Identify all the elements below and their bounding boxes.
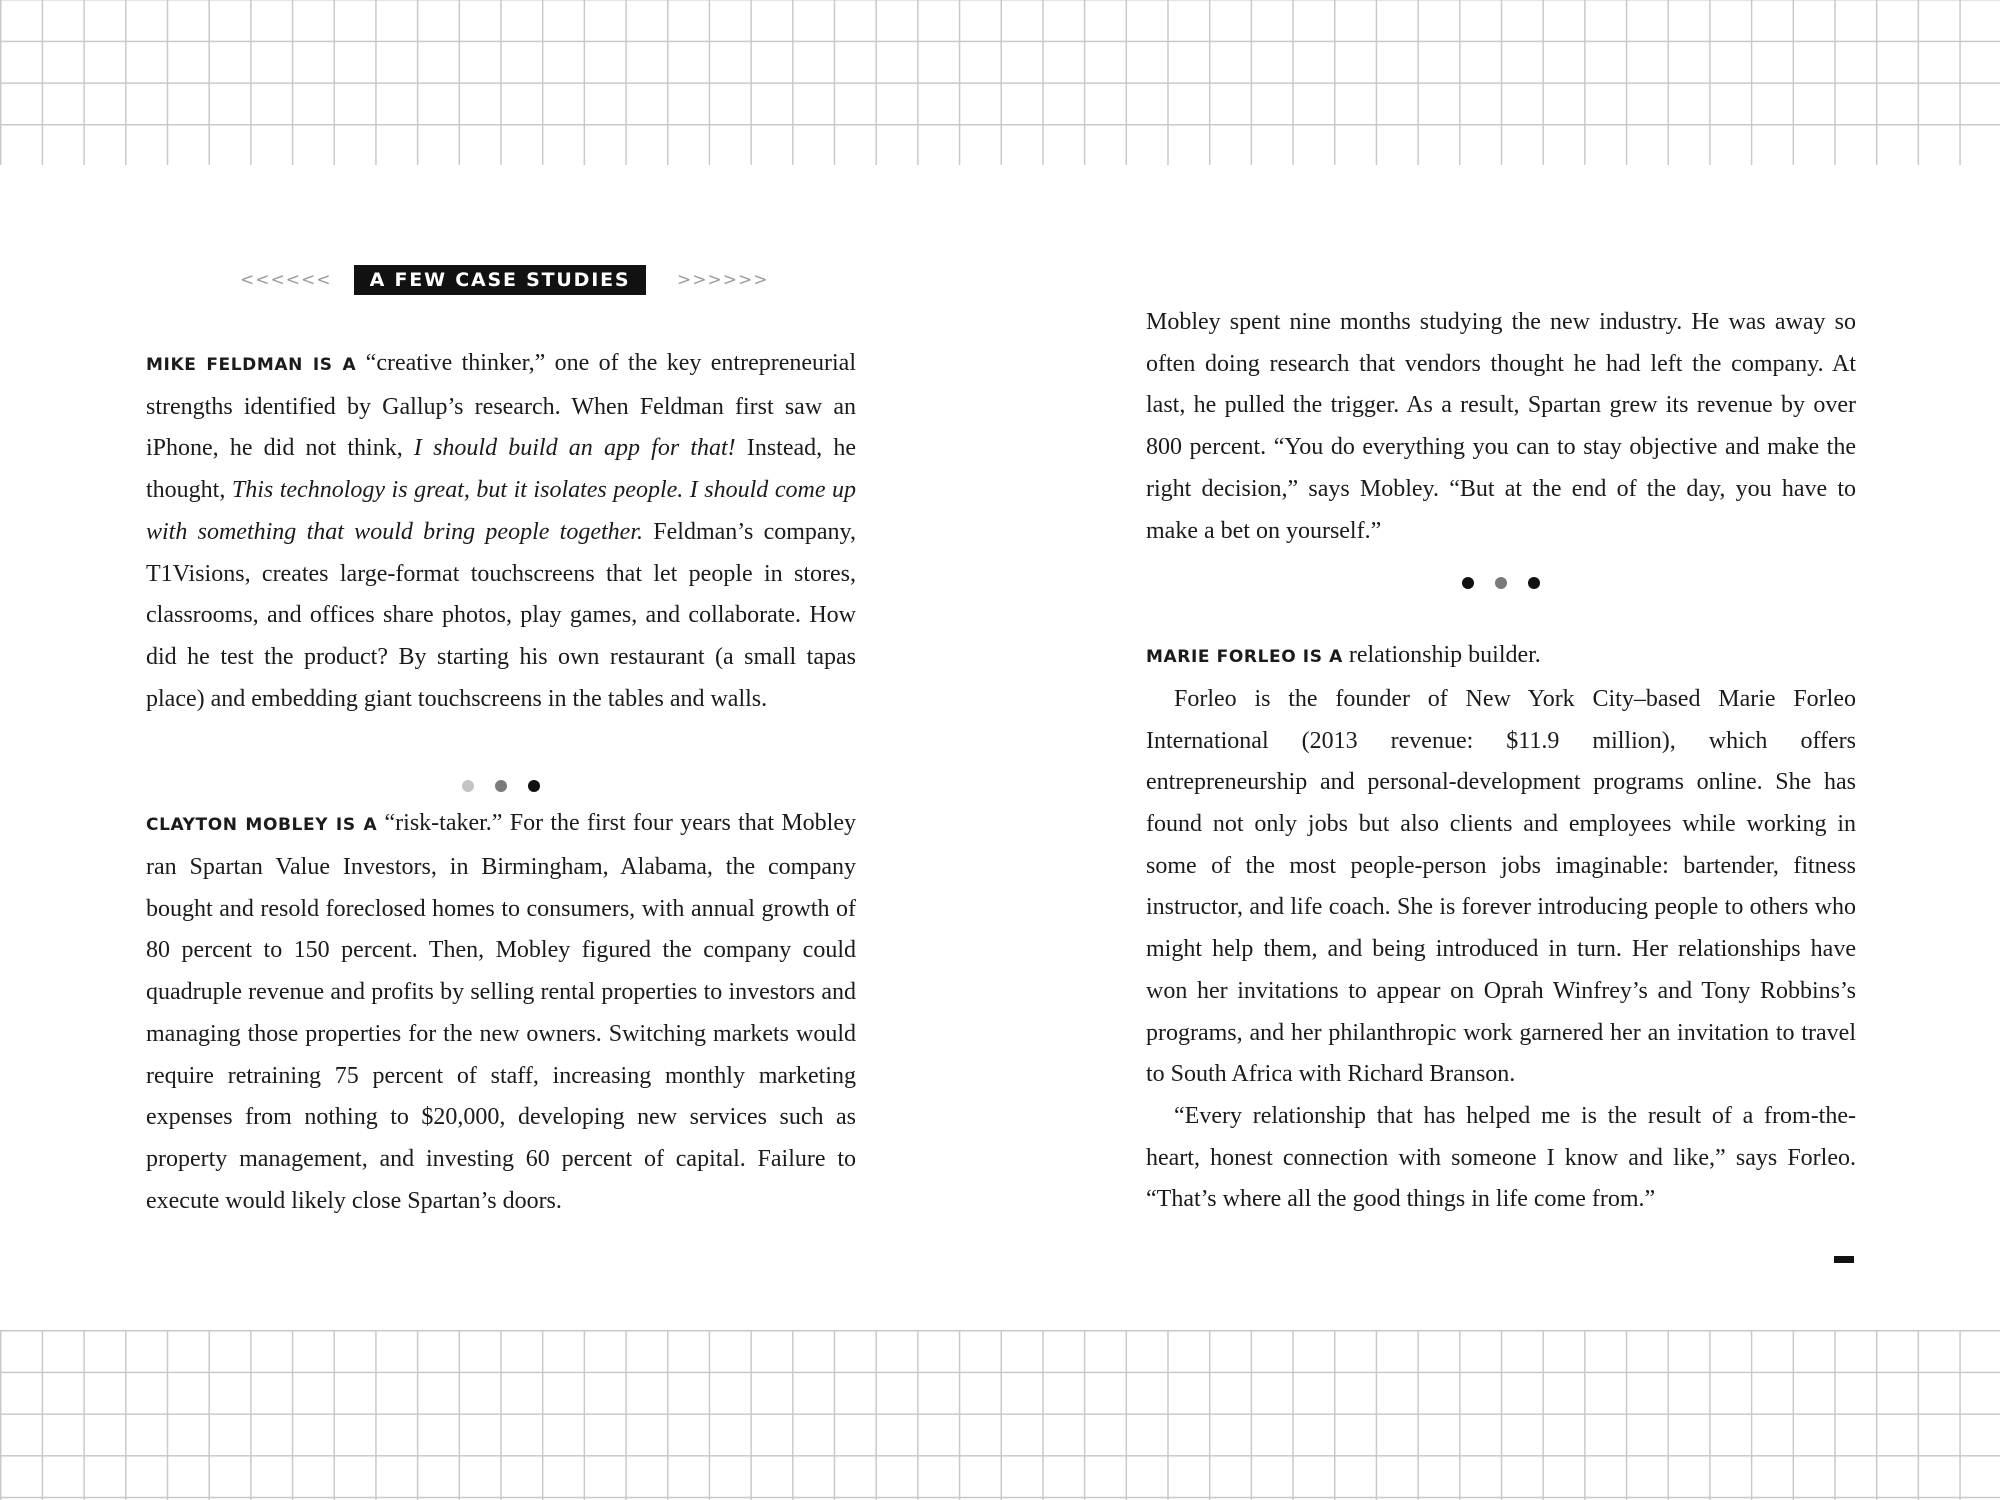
feldman-italic-1: I should build an app for that! xyxy=(413,435,736,462)
section-header xyxy=(240,265,770,297)
right-column xyxy=(1146,302,1856,1221)
feldman-text-1: “creative thinker,” one of the key entrepreneurial strengths identified by Gallup’s research. When Feldman first saw an iPhone, he did not think, xyxy=(146,350,856,462)
forleo-paragraph-3: “Every relationship that has helped me is the result of a from-the-heart, honest connection with someone I know and like,” says Forleo. “That’s where all the good things in life come from.” xyxy=(1146,1102,1856,1213)
mobley-lead: CLAYTON MOBLEY IS A xyxy=(146,815,378,836)
forleo-lead: MARIE FORLEO IS A xyxy=(1146,647,1343,668)
section-divider-dots-right xyxy=(1460,577,1540,597)
grid-paper-top xyxy=(0,0,2000,165)
divider-dot xyxy=(1495,577,1507,589)
section-title-label: A FEW CASE STUDIES xyxy=(354,265,646,295)
forleo-paragraph-2: Forleo is the founder of New York City–based Marie Forleo International (2013 revenue: $11.9 million), which offers entrepreneurship and personal-development programs online. She has found not only jobs but also clients and employees while working in some of the most people-person jobs imaginable: bartender, fitness instructor, and life coach. She is forever introducing people to others who might help them, and being introduced in turn. Her relationships have won her invitations to appear on Oprah Winfrey’s and Tony Robbins’s programs, and her philanthropic work garnered her an invitation to travel to South Africa with Richard Branson. xyxy=(1146,685,1856,1088)
divider-dot xyxy=(495,780,507,792)
mobley-paragraph xyxy=(146,803,856,1222)
left-arrows: <<<<<< xyxy=(240,270,332,290)
divider-dot xyxy=(462,780,474,792)
feldman-lead: MIKE FELDMAN IS A xyxy=(146,355,357,375)
feldman-paragraph xyxy=(146,343,856,720)
divider-dot xyxy=(1462,577,1474,589)
mobley-text-1: “risk-taker.” For the first four years that Mobley ran Spartan Value Investors, in Birmingham, Alabama, the company bought and resold foreclosed homes to consumers, with annual growth of 80 percent to 150 percent. Then, Mobley figured the company could quadruple revenue and profits by selling rental properties to investors and managing those properties for the new owners. Switching markets would require retraining 75 percent of staff, increasing monthly marketing expenses from nothing to $20,000, developing new services such as property management, and investing 60 percent of capital. Failure to execute would likely close Spartan’s doors. xyxy=(146,810,857,1214)
section-divider-dots-left xyxy=(460,780,540,800)
feldman-italic-2: This technology is great, but it isolates people. I should come up with something that would bring people together. xyxy=(146,477,856,545)
end-of-story-mark xyxy=(1834,1256,1854,1263)
feldman-text-2: Instead, he thought, xyxy=(146,435,856,504)
feldman-text-3: Feldman’s company, T1Visions, creates large-format touchscreens that let people in stores, classrooms, and offices share photos, play games, and collaborate. How did he test the product? By starting his own restaurant (a small tapas place) and embedding giant touchscreens in the tables and walls. xyxy=(146,518,856,712)
right-arrows: >>>>>> xyxy=(677,270,769,290)
grid-paper-bottom xyxy=(0,1330,2000,1500)
forleo-paragraph-1 xyxy=(1146,635,1856,679)
forleo-text-1: relationship builder. xyxy=(1342,642,1541,669)
mobley-continued-paragraph: Mobley spent nine months studying the new industry. He was away so often doing research that vendors thought he had left the company. At last, he pulled the trigger. As a result, Spartan grew its revenue by over 800 percent. “You do everything you can to stay objective and make the right decision,” says Mobley. “But at the end of the day, you have to make a bet on yourself.” xyxy=(1146,309,1856,544)
divider-dot xyxy=(1528,577,1540,589)
divider-dot xyxy=(528,780,540,792)
